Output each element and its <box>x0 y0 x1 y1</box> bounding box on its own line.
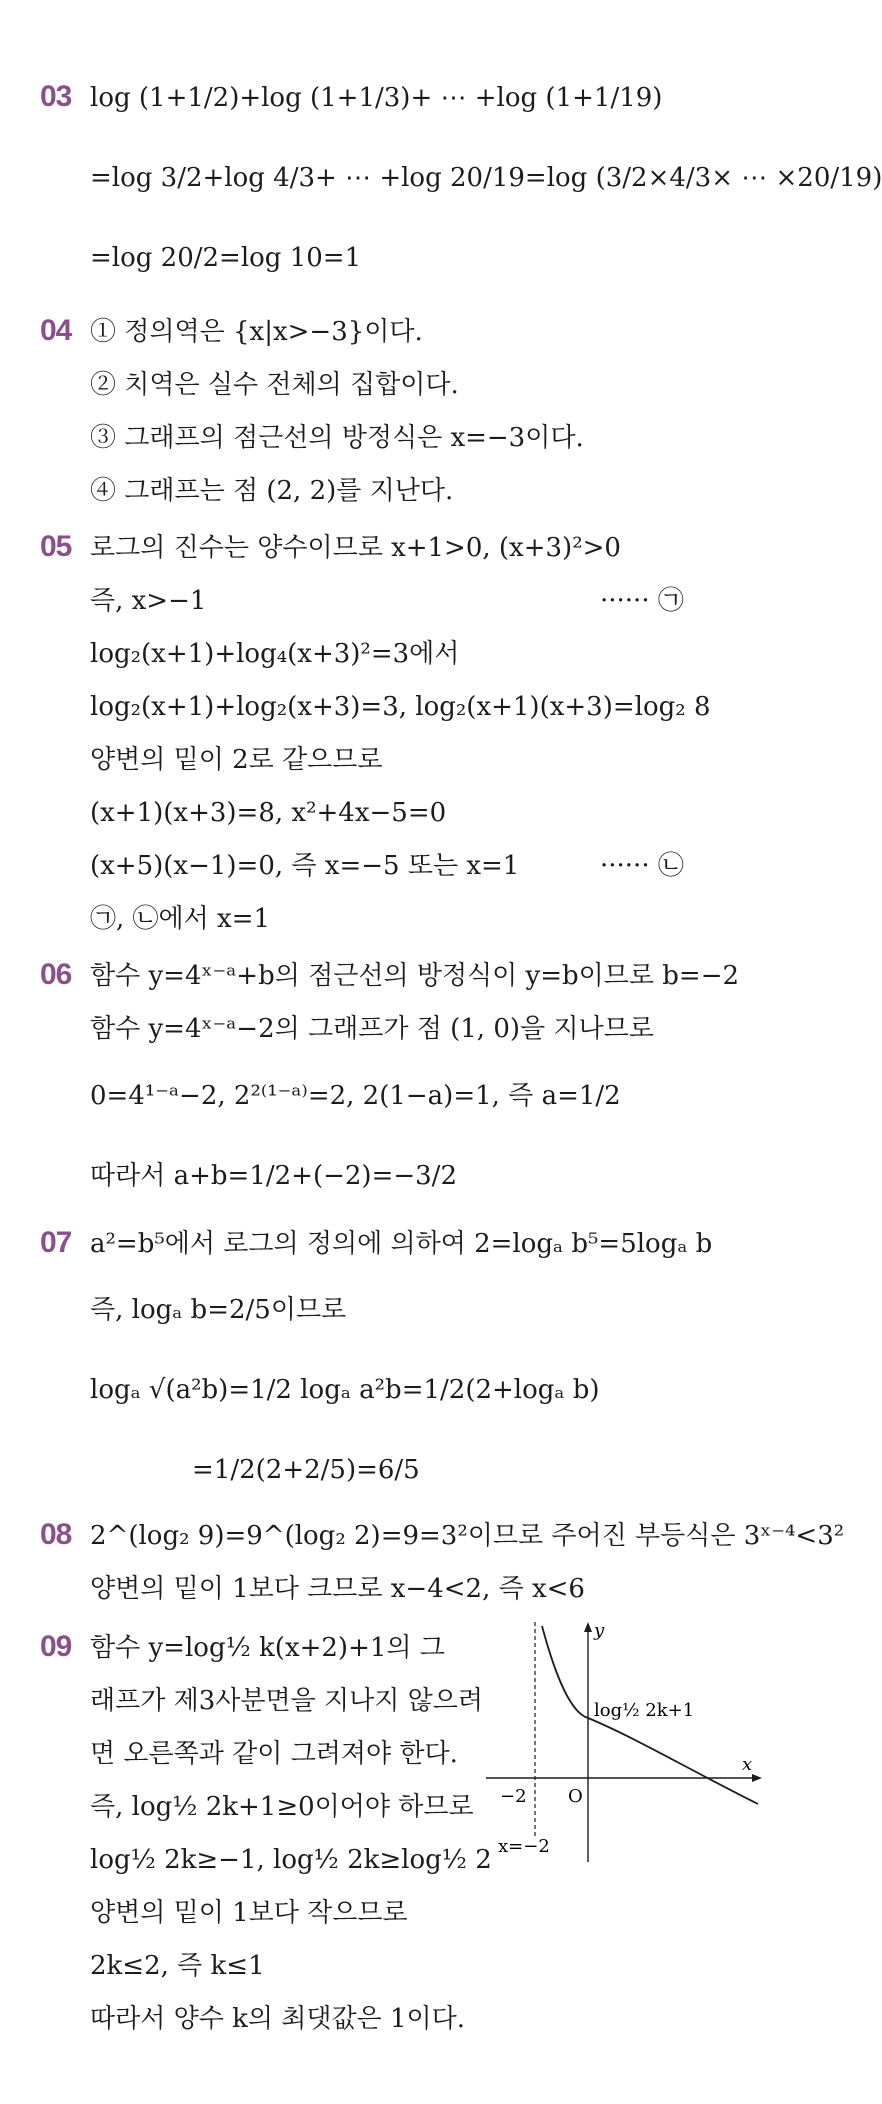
asymptote-label: x=−2 <box>498 1836 550 1857</box>
y-axis-arrow <box>584 1622 592 1632</box>
x-tick-label: −2 <box>500 1786 527 1807</box>
problem-number: 03 <box>40 80 72 113</box>
solution-line: ㉠, ㉡에서 x=1 <box>90 904 271 934</box>
reference-mark: ······ ㉠ <box>600 586 684 616</box>
solution-line: 함수 y=log½ k(x+2)+1의 그 <box>90 1633 445 1663</box>
solution-line: ① 정의역은 {x|x>−3}이다. <box>90 317 423 347</box>
solution-line: 양변의 밑이 1보다 작으므로 <box>90 1898 408 1928</box>
solution-line: 따라서 a+b=1/2+(−2)=−3/2 <box>90 1161 457 1191</box>
solution-line: 즉, x>−1 <box>90 586 207 616</box>
solution-line: 즉, logₐ b=2/5이므로 <box>90 1295 347 1325</box>
solution-line: (x+1)(x+3)=8, x²+4x−5=0 <box>90 798 447 828</box>
log-function-graph <box>486 1608 766 1868</box>
solution-line: =1/2(2+2/5)=6/5 <box>192 1455 420 1485</box>
problem-number: 07 <box>40 1226 72 1259</box>
solution-line: (x+5)(x−1)=0, 즉 x=−5 또는 x=1 <box>90 851 520 881</box>
x-axis-label: x <box>742 1754 753 1775</box>
solution-line: log (1+1/2)+log (1+1/3)+ ⋯ +log (1+1/19) <box>90 83 663 113</box>
solution-line: log½ 2k≥−1, log½ 2k≥log½ 2 <box>90 1845 492 1875</box>
solution-line: =log 3/2+log 4/3+ ⋯ +log 20/19=log (3/2×4/3× ⋯ ×20/19) <box>90 163 882 193</box>
solution-line: 2k≤2, 즉 k≤1 <box>90 1951 265 1981</box>
solution-line: 양변의 밑이 1보다 크므로 x−4<2, 즉 x<6 <box>90 1574 585 1604</box>
solution-line: 래프가 제3사분면을 지나지 않으려 <box>90 1686 483 1716</box>
solution-line: 양변의 밑이 2로 같으므로 <box>90 745 383 775</box>
problem-number: 04 <box>40 314 72 347</box>
y-axis-label: y <box>594 1620 605 1641</box>
origin-label: O <box>568 1786 583 1807</box>
solution-line: =log 20/2=log 10=1 <box>90 243 362 273</box>
solution-line: ③ 그래프의 점근선의 방정식은 x=−3이다. <box>90 423 584 453</box>
solution-line: ② 치역은 실수 전체의 집합이다. <box>90 370 459 400</box>
solution-line: ④ 그래프는 점 (2, 2)를 지난다. <box>90 476 454 506</box>
problem-number: 08 <box>40 1518 72 1551</box>
x-axis-arrow <box>752 1774 762 1782</box>
solution-line: 면 오른쪽과 같이 그려져야 한다. <box>90 1739 458 1769</box>
solution-line: log₂(x+1)+log₄(x+3)²=3에서 <box>90 639 460 669</box>
solution-line: logₐ √(a²b)=1/2 logₐ a²b=1/2(2+logₐ b) <box>90 1375 600 1405</box>
problem-number: 09 <box>40 1630 72 1663</box>
solution-line: log₂(x+1)+log₂(x+3)=3, log₂(x+1)(x+3)=log₂ 8 <box>90 692 711 722</box>
reference-mark: ······ ㉡ <box>600 851 684 881</box>
solution-line: 함수 y=4ˣ⁻ᵃ−2의 그래프가 점 (1, 0)을 지나므로 <box>90 1014 654 1044</box>
problem-number: 06 <box>40 958 72 991</box>
solution-line: 따라서 양수 k의 최댓값은 1이다. <box>90 2004 466 2034</box>
solution-line: 즉, log½ 2k+1≥0이어야 하므로 <box>90 1792 474 1822</box>
solution-line: 함수 y=4ˣ⁻ᵃ+b의 점근선의 방정식이 y=b이므로 b=−2 <box>90 961 740 991</box>
problem-number: 05 <box>40 530 72 563</box>
solution-line: a²=b⁵에서 로그의 정의에 의하여 2=logₐ b⁵=5logₐ b <box>90 1229 713 1259</box>
solution-line: 0=4¹⁻ᵃ−2, 2²⁽¹⁻ᵃ⁾=2, 2(1−a)=1, 즉 a=1/2 <box>90 1081 621 1111</box>
y-intercept-label: log½ 2k+1 <box>594 1700 695 1721</box>
solution-line: 로그의 진수는 양수이므로 x+1>0, (x+3)²>0 <box>90 533 621 563</box>
solution-line: 2^(log₂ 9)=9^(log₂ 2)=9=3²이므로 주어진 부등식은 3ˣ⁻⁴<3² <box>90 1521 845 1551</box>
